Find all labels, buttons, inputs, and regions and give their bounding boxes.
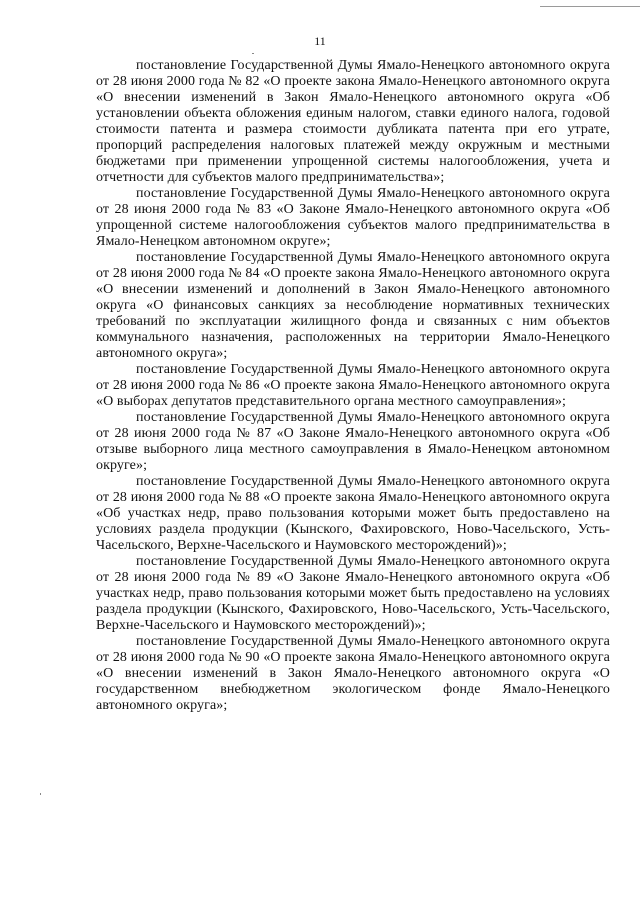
paragraph-resolution-82: постановление Государственной Думы Ямало-Ненецкого автономного округа от 28 июня 2000 года № 82 «О проекте закона Ямало-Ненецкого автономного округа «О внесении изменений в Закон Ямало-Ненецкого автономного округа «Об установлении объекта обложения единым налогом, ставки единого налога, годовой стоимости патента и размера стоимости дубликата патента при его утрате, пропорций распределения налоговых платежей между окружным и местными бюджетами при применении упрощенной системы налогообложения, учета и отчетности для субъектов малого предпринимательства»; — [96, 58, 610, 185]
paragraph-resolution-84: постановление Государственной Думы Ямало-Ненецкого автономного округа от 28 июня 2000 года № 84 «О проекте закона Ямало-Ненецкого автономного округа «О внесении изменений и дополнений в Закон Ямало-Ненецкого автономного округа «О финансовых санкциях за несоблюдение нормативных технических требований по эксплуатации жилищного фонда и связанных с ним объектов коммунального назначения, расположенных на территории Ямало-Ненецкого автономного округа»; — [96, 250, 610, 361]
paragraph-resolution-83: постановление Государственной Думы Ямало-Ненецкого автономного округа от 28 июня 2000 года № 83 «О Законе Ямало-Ненецкого автономного округа «Об упрощенной системе налогообложения субъектов малого предпринимательства в Ямало-Ненецком автономном округе»; — [96, 186, 610, 249]
paragraph-resolution-90: постановление Государственной Думы Ямало-Ненецкого автономного округа от 28 июня 2000 года № 90 «О проекте закона Ямало-Ненецкого автономного округа «О внесении изменений в Закон Ямало-Ненецкого автономного округа «О государственном внебюджетном экологическом фонде Ямало-Ненецкого автономного округа»; — [96, 634, 610, 713]
scan-edge-line — [540, 6, 640, 7]
paragraph-resolution-89: постановление Государственной Думы Ямало-Ненецкого автономного округа от 28 июня 2000 года № 89 «О Законе Ямало-Ненецкого автономного округа «Об участках недр, право пользования которыми может быть предоставлено на условиях раздела продукции (Кынского, Фахировского, Ново-Часельского, Усть-Часельского, Верхне-Часельского и Наумовского месторождений)»; — [96, 554, 610, 633]
page-number: 11 — [314, 34, 326, 48]
paragraph-resolution-88: постановление Государственной Думы Ямало-Ненецкого автономного округа от 28 июня 2000 года № 88 «О проекте закона Ямало-Ненецкого автономного округа «Об участках недр, право пользования которыми может быть предоставлено на условиях раздела продукции (Кынского, Фахировского, Ново-Часельского, Усть-Часельского, Верхне-Часельского и Наумовского месторождений)»; — [96, 474, 610, 553]
paragraph-resolution-87: постановление Государственной Думы Ямало-Ненецкого автономного округа от 28 июня 2000 года № 87 «О Законе Ямало-Ненецкого автономного округа «Об отзыве выборного лица местного самоуправления в Ямало-Ненецком автономном округе»; — [96, 410, 610, 473]
scan-speck — [40, 793, 41, 795]
paragraph-resolution-86: постановление Государственной Думы Ямало-Ненецкого автономного округа от 28 июня 2000 года № 86 «О проекте закона Ямало-Ненецкого автономного округа «О выборах депутатов представительного органа местного самоуправления»; — [96, 362, 610, 409]
scan-speck — [252, 53, 254, 54]
document-body — [96, 58, 610, 714]
